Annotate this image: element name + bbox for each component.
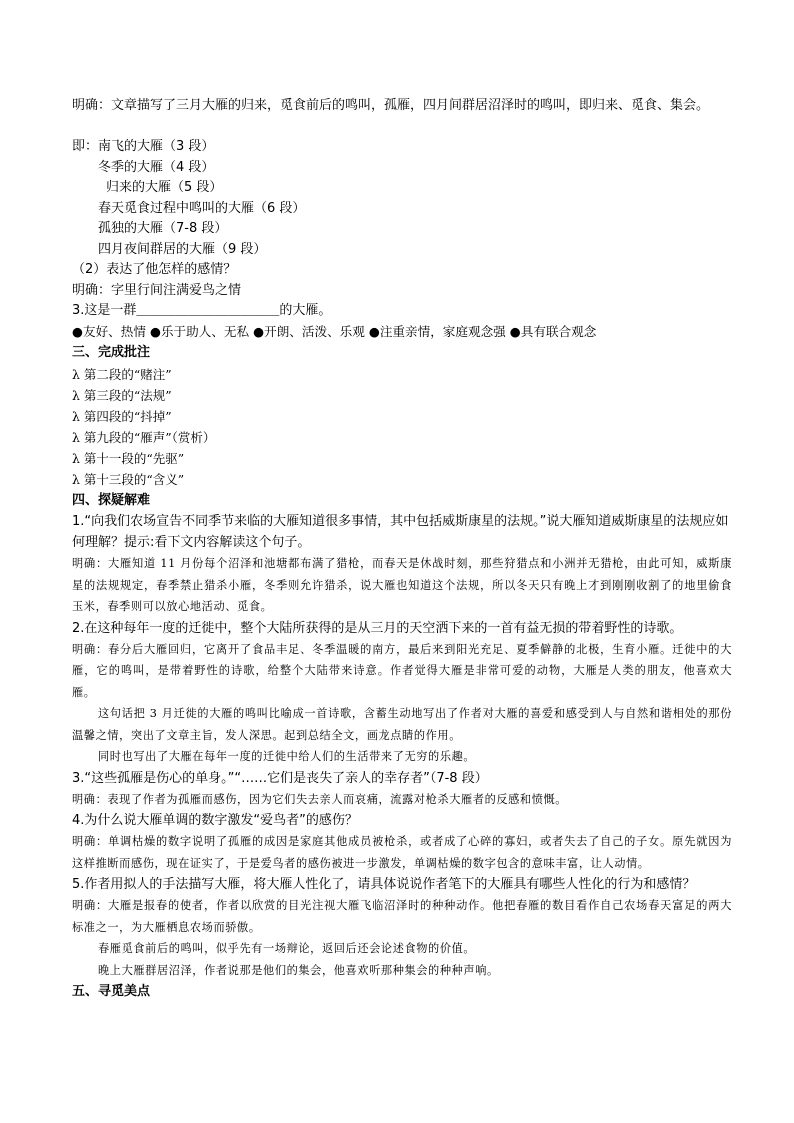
answer-paragraph: 明确：单调枯燥的数字说明了孤雁的成因是家庭其他成员被枪杀，或者成了心碎的寡妇，或者失去了自己的子女。原先就因为这样推断而感伤，现在证实了，于是爱鸟者的感伤被进一步激发，单调枯燥的数字包含的意味丰富，让人动情。 — [72, 835, 732, 870]
paragraph-list-item: 归来的大雁（5 段） — [106, 180, 223, 195]
answer-paragraph: 这句话把 3 月迁徙的大雁的鸣叫比喻成一首诗歌，含蓄生动地写出了作者对大雁的喜爱和感受到人与自然和谐相处的那份温馨之情，突出了文章主旨，发人深思。起到总结全文，画龙点睛的作用。 — [72, 707, 732, 742]
paragraph-list-item: 春天觅食过程中鸣叫的大雁（6 段） — [98, 200, 306, 216]
question-paragraph: 1.“向我们农场宣告不同季节来临的大雁知道很多事情，其中包括威斯康星的法规。”说大雁知道威斯康星的法规应如何理解？提示:看下文内容解读这个句子。 — [72, 514, 729, 550]
document-page — [72, 96, 732, 1003]
answer-paragraph: 明确：表现了作者为孤雁而感伤，因为它们失去亲人而哀痛，流露对枪杀大雁者的反感和愤慨。 — [72, 792, 568, 806]
question-paragraph: 2.在这种每年一度的迁徙中，整个大陆所获得的是从三月的天空洒下来的一首有益无损的带着野性的诗歌。 — [72, 620, 683, 636]
annotation-item: λ 第二段的“赌注” — [72, 366, 172, 382]
question-line: 3.“这些孤雁是伤心的单身。”“……它们是丧失了亲人的幸存者”（7-8 段） — [72, 770, 488, 786]
question-line: （2）表达了他怎样的感情？ — [72, 262, 237, 277]
fill-blank-question: 3.这是一群＿＿＿＿＿＿＿＿＿＿＿的大雁。 — [72, 303, 332, 318]
annotation-item: λ 第四段的“抖掉” — [72, 408, 172, 424]
answer-paragraph: 明确：春分后大雁回归，它离开了食品丰足、冬季温暖的南方，最后来到阳光充足、夏季僻静的北极，生育小雁。迁徙中的大雁，它的鸣叫，是带着野性的诗歌，给整个大陆带来诗意。作者觉得大雁是非常可爱的动物，大雁是人类的朋友，他喜欢大雁。 — [72, 642, 732, 699]
question-line: 4.为什么说大雁单调的数字激发“爱鸟者”的感伤？ — [72, 813, 358, 828]
answer-line: 明确：字里行间注满爱鸟之情 — [72, 282, 242, 298]
option-bullets: ●友好、热情 ●乐于助人、无私 ●开朗、活泼、乐观 ●注重亲情，家庭观念强 ●具有联合观念 — [72, 323, 597, 339]
paragraph-list-item: 四月夜间群居的大雁（9 段） — [98, 241, 267, 257]
paragraph-list-intro: 即：南飞的大雁（3 段） — [72, 139, 215, 154]
section-heading: 四、探疑解难 — [72, 492, 151, 508]
annotation-item: λ 第三段的“法规” — [72, 387, 172, 403]
answer-paragraph: 明确：大雁知道 11 月份每个沼泽和池塘都布满了猎枪，而春天是休战时刻，那些狩猎点和小洲并无猎枪，由此可知，威斯康星的法规规定，春季禁止猎杀小雁，冬季则允许猎杀，说大雁也知道这个法规，所以冬天只有晚上才到刚刚收割了的地里偷食玉米，春季则可以放心地活动、觅食。 — [72, 557, 732, 613]
answer-paragraph: 同时也写出了大雁在每年一度的迁徙中给人们的生活带来了无穷的乐趣。 — [98, 750, 476, 763]
question-paragraph: 5.作者用拟人的手法描写大雁，将大雁人性化了，请具体说说作者笔下的大雁具有哪些人性化的行为和感情？ — [72, 877, 696, 892]
answer-paragraph: 晚上大雁群居沼泽，作者说那是他们的集会，他喜欢听那种集会的种种声响。 — [98, 963, 499, 977]
annotation-item: λ 第九段的“雁声”（赏析） — [72, 429, 216, 445]
annotation-item: λ 第十三段的“含义” — [72, 471, 185, 487]
paragraph-list-item: 冬季的大雁（4 段） — [98, 159, 215, 175]
answer-paragraph: 春雁觅食前后的鸣叫，似乎先有一场辩论，返回后还会论述食物的价值。 — [98, 942, 476, 955]
annotation-item: λ 第十一段的“先驱” — [72, 450, 185, 466]
section-heading: 五、寻觅美点 — [72, 984, 151, 999]
answer-paragraph: 明确：文章描写了三月大雁的归来，觅食前后的鸣叫，孤雁，四月间群居沼泽时的鸣叫，即归来、觅食、集会。 — [72, 98, 710, 113]
section-heading: 三、完成批注 — [72, 345, 151, 360]
paragraph-list-item: 孤独的大雁（7-8 段） — [98, 221, 228, 236]
answer-paragraph: 明确：大雁是报春的使者，作者以欣赏的目光注视大雁飞临沼泽时的种种动作。他把春雁的数目看作自己农场春天富足的两大标准之一，为大雁栖息农场而骄傲。 — [72, 899, 732, 934]
